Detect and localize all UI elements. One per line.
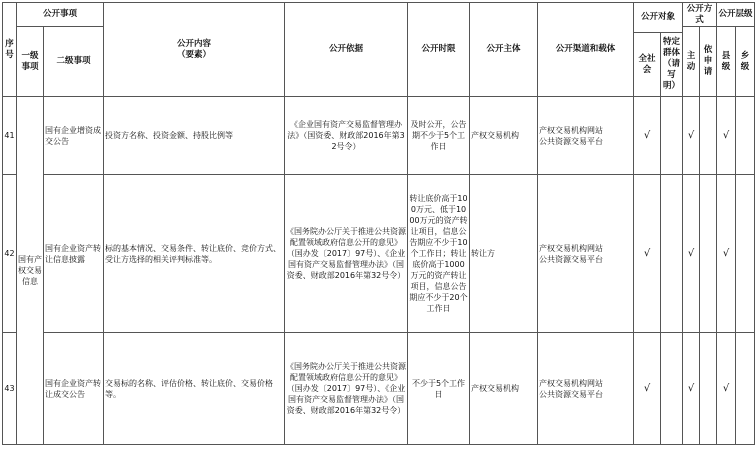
subject-header: 公开主体 (470, 3, 538, 97)
row-active-check: √ (683, 97, 700, 175)
row-on-request (700, 97, 717, 175)
row-active-check: √ (683, 175, 700, 333)
row-seq: 41 (3, 97, 17, 175)
table-row (3, 175, 755, 333)
on-request-header: 依申请 (700, 27, 717, 97)
level1-cell: 国有产权交易信息 (17, 97, 44, 445)
township-header: 乡级 (736, 27, 755, 97)
row-specific-group (661, 175, 683, 333)
row-time-limit: 及时公开，公告期不少于5个工作日 (408, 97, 470, 175)
seq-header: 序号 (3, 3, 17, 97)
channel-header: 公开渠道和载体 (538, 3, 634, 97)
all-society-header: 全社会 (634, 33, 661, 97)
table-row (3, 333, 755, 445)
row-time-limit: 不少于5个工作日 (408, 333, 470, 445)
row-specific-group (661, 97, 683, 175)
row-channel: 产权交易机构网站 公共资源交易平台 (538, 97, 634, 175)
row-specific-group (661, 333, 683, 445)
specific-group-header: 特定群体（请写明） (661, 33, 683, 97)
row-subject: 产权交易机构 (470, 97, 538, 175)
disclosure-table (2, 2, 755, 445)
row-all-society-check: √ (634, 97, 661, 175)
row-time-limit: 转让底价高于100万元、低于1000万元的资产转让项目，信息公告期应不少于10个工作日；转让底价高于1000万元的资产转让项目，信息公告期应不少于20个工作日 (408, 175, 470, 333)
row-basis: 《国务院办公厅关于推进公共资源配置领域政府信息公开的意见》（国办发〔2017〕97号）、《企业国有资产交易监督管理办法》（国资委、财政部2016年第32号令） (285, 175, 408, 333)
row-all-society-check: √ (634, 333, 661, 445)
row-seq: 43 (3, 333, 17, 445)
row-level2: 国有企业增资成交公告 (44, 97, 104, 175)
row-county-check: √ (717, 333, 736, 445)
row-township (736, 97, 755, 175)
level2-header: 二级事项 (44, 27, 104, 97)
row-on-request (700, 333, 717, 445)
row-county-check: √ (717, 175, 736, 333)
row-active-check: √ (683, 333, 700, 445)
public-matters-header: 公开事项 (17, 3, 104, 27)
row-subject: 转让方 (470, 175, 538, 333)
basis-header: 公开依据 (285, 3, 408, 97)
row-content: 标的基本情况、交易条件、转让底价、竞价方式、受让方选择的相关评判标准等。 (104, 175, 285, 333)
row-content: 投资方名称、投资金额、持股比例等 (104, 97, 285, 175)
method-header: 公开方式 (683, 3, 717, 27)
header-row-top (3, 3, 755, 27)
row-on-request (700, 175, 717, 333)
row-level2: 国有企业资产转让信息披露 (44, 175, 104, 333)
level-header: 公开层级 (717, 3, 755, 27)
target-header: 公开对象 (634, 3, 683, 33)
row-township (736, 175, 755, 333)
row-basis: 《国务院办公厅关于推进公共资源配置领域政府信息公开的意见》（国办发〔2017〕97号）、《企业国有资产交易监督管理办法》（国资委、财政部2016年第32号令） (285, 333, 408, 445)
row-all-society-check: √ (634, 175, 661, 333)
row-county-check: √ (717, 97, 736, 175)
content-header: 公开内容 （要素） (104, 3, 285, 97)
time-limit-header: 公开时限 (408, 3, 470, 97)
row-channel: 产权交易机构网站 公共资源交易平台 (538, 333, 634, 445)
row-basis: 《企业国有资产交易监督管理办法》（国资委、财政部2016年第32号令） (285, 97, 408, 175)
level1-header: 一级事项 (17, 27, 44, 97)
table-row (3, 97, 755, 175)
county-header: 县级 (717, 27, 736, 97)
active-header: 主动 (683, 27, 700, 97)
row-channel: 产权交易机构网站 公共资源交易平台 (538, 175, 634, 333)
row-township (736, 333, 755, 445)
row-content: 交易标的名称、评估价格、转让底价、交易价格等。 (104, 333, 285, 445)
row-subject: 产权交易机构 (470, 333, 538, 445)
row-seq: 42 (3, 175, 17, 333)
row-level2: 国有企业资产转让成交公告 (44, 333, 104, 445)
